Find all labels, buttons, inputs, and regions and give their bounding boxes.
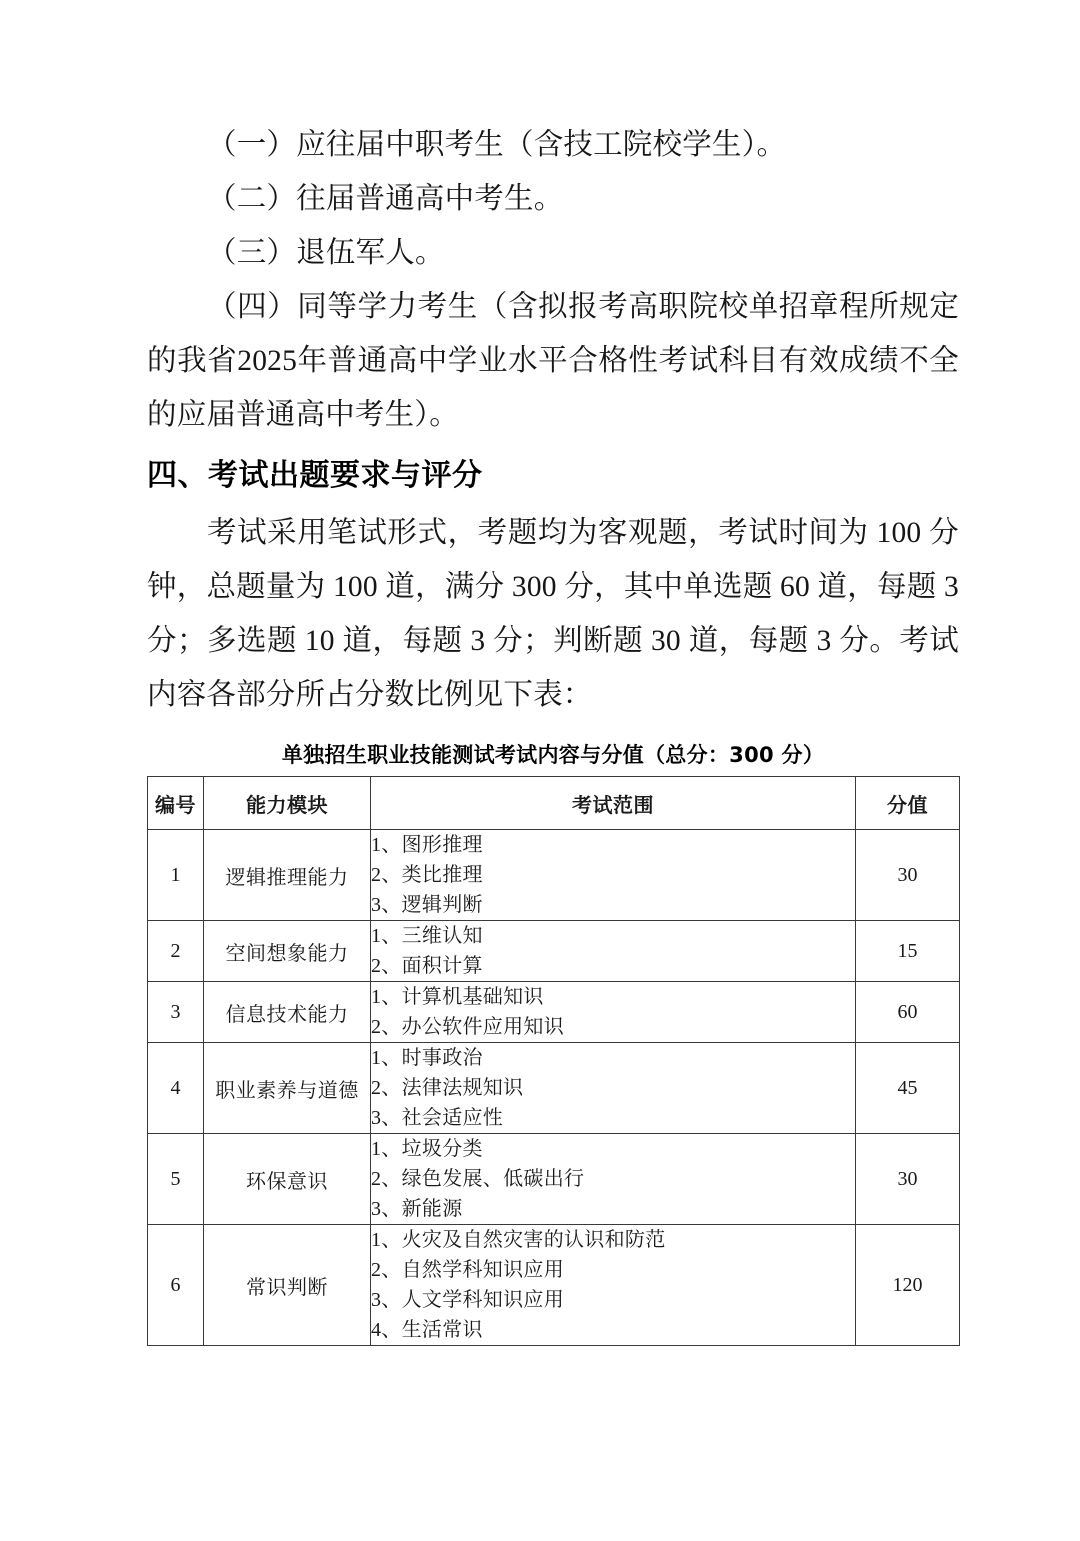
table-row	[148, 1225, 960, 1346]
cell-no: 1	[148, 830, 204, 921]
range-item: 1、垃圾分类	[371, 1138, 483, 1160]
cell-score: 120	[856, 1225, 960, 1346]
cell-range	[371, 1043, 856, 1134]
table-row	[148, 830, 960, 921]
page-content	[147, 118, 959, 1346]
cell-module: 逻辑推理能力	[204, 830, 371, 921]
range-item: 4、生活常识	[371, 1319, 483, 1341]
range-item: 3、逻辑判断	[371, 894, 483, 916]
cell-score: 60	[856, 982, 960, 1043]
range-item: 1、三维认知	[371, 925, 483, 947]
range-item: 1、计算机基础知识	[371, 986, 544, 1008]
cell-module: 常识判断	[204, 1225, 371, 1346]
column-header-range: 考试范围	[371, 777, 856, 830]
eligibility-item-4: （四）同等学力考生（含拟报考高职院校单招章程所规定的我省2025年普通高中学业水平合格性考试科目有效成绩不全的应届普通高中考生）。	[147, 291, 959, 431]
cell-range	[371, 921, 856, 982]
table-row	[148, 921, 960, 982]
cell-no: 6	[148, 1225, 204, 1346]
cell-no: 4	[148, 1043, 204, 1134]
cell-score: 30	[856, 830, 960, 921]
range-item: 2、面积计算	[371, 955, 483, 977]
column-header-score: 分值	[856, 777, 960, 830]
range-item: 3、人文学科知识应用	[371, 1289, 564, 1311]
range-item: 2、自然学科知识应用	[371, 1259, 564, 1281]
cell-range	[371, 1225, 856, 1346]
table-row	[148, 1043, 960, 1134]
eligibility-item-3: （三）退伍军人。	[207, 237, 445, 269]
table-row	[148, 1134, 960, 1225]
eligibility-item-1: （一）应往届中职考生（含技工院校学生）。	[207, 129, 787, 161]
cell-range	[371, 982, 856, 1043]
score-table-block	[147, 738, 959, 1346]
table-row	[148, 982, 960, 1043]
table-caption: 单独招生职业技能测试考试内容与分值（总分：300 分）	[281, 743, 825, 767]
cell-module: 信息技术能力	[204, 982, 371, 1043]
column-header-module: 能力模块	[204, 777, 371, 830]
column-header-no: 编号	[148, 777, 204, 830]
range-item: 1、时事政治	[371, 1047, 483, 1069]
exam-format-paragraph: 考试采用笔试形式，考题均为客观题，考试时间为 100 分钟，总题量为 100 道，满分 300 分，其中单选题 60 道，每题 3 分；多选题 10 道，每题 3 分；判断题 30 道，每题 3 分。考试内容各部分所占分数比例见下表：	[147, 517, 959, 711]
cell-range	[371, 1134, 856, 1225]
cell-no: 3	[148, 982, 204, 1043]
exam-content-score-table	[147, 776, 960, 1346]
eligibility-item-2: （二）往届普通高中考生。	[207, 183, 564, 215]
range-item: 2、办公软件应用知识	[371, 1016, 564, 1038]
cell-no: 5	[148, 1134, 204, 1225]
cell-score: 15	[856, 921, 960, 982]
range-item: 3、社会适应性	[371, 1107, 504, 1129]
range-item: 2、类比推理	[371, 864, 483, 886]
range-item: 3、新能源	[371, 1198, 463, 1220]
cell-range	[371, 830, 856, 921]
cell-score: 30	[856, 1134, 960, 1225]
cell-score: 45	[856, 1043, 960, 1134]
cell-module: 环保意识	[204, 1134, 371, 1225]
range-item: 1、火灾及自然灾害的认识和防范	[371, 1229, 666, 1251]
table-header-row	[148, 777, 960, 830]
range-item: 2、法律法规知识	[371, 1077, 524, 1099]
cell-module: 空间想象能力	[204, 921, 371, 982]
range-item: 2、绿色发展、低碳出行	[371, 1168, 585, 1190]
cell-module: 职业素养与道德	[204, 1043, 371, 1134]
cell-no: 2	[148, 921, 204, 982]
section-heading-four: 四、考试出题要求与评分	[147, 458, 483, 493]
range-item: 1、图形推理	[371, 834, 483, 856]
